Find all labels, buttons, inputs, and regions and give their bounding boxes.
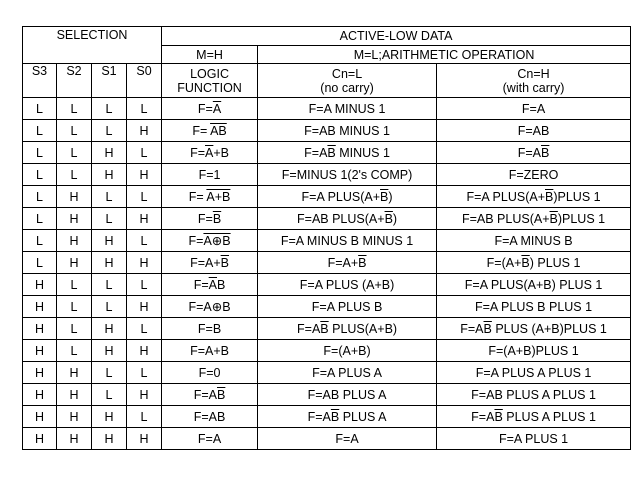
s3-cell: L (23, 142, 57, 164)
with-carry-cell (437, 164, 631, 186)
formula-text: F= (188, 189, 207, 204)
s3-cell: L (23, 98, 57, 120)
table-row (23, 296, 631, 318)
formula-text: ) (388, 189, 393, 204)
formula-text: F=(A+ (486, 255, 522, 270)
s1-cell: L (92, 296, 127, 318)
logic-function-cell (162, 164, 258, 186)
s3-cell: L (23, 120, 57, 142)
s2-cell: L (57, 142, 92, 164)
s1-cell: H (92, 142, 127, 164)
no-carry-cell (258, 428, 437, 450)
overlined-term: $\overline{B}$ (358, 255, 367, 270)
formula-text: F=AB PLUS(A+ (297, 211, 385, 226)
logic-function-cell (162, 186, 258, 208)
formula-text: F=B (197, 321, 222, 336)
s0-header: S0 (127, 64, 162, 98)
overlined-term: $\overline{A}$ (205, 145, 214, 160)
logic-function-cell (162, 340, 258, 362)
s3-header: S3 (23, 64, 57, 98)
logic-function-cell (162, 252, 258, 274)
s1-cell: H (92, 428, 127, 450)
table-row (23, 274, 631, 296)
formula-text: F=(A+B)PLUS 1 (488, 343, 579, 358)
with-carry-cell (437, 252, 631, 274)
overlined-term: $\overline{B}$ (330, 409, 340, 424)
overlined-term: $\overline{B}$ (384, 211, 393, 226)
formula-text: F=A MINUS 1 (308, 101, 386, 116)
logic-function-line-2: FUNCTION (177, 80, 242, 95)
no-carry-cell (258, 186, 437, 208)
logic-function-line-1: LOGIC (190, 66, 229, 81)
table-row (23, 362, 631, 384)
overlined-term: $\overline{B}$ (327, 145, 336, 160)
s3-cell: L (23, 208, 57, 230)
no-carry-label: (no carry) (320, 80, 374, 95)
no-carry-cell (258, 274, 437, 296)
alu-function-table (22, 26, 631, 450)
with-carry-cell (437, 406, 631, 428)
with-carry-cell (437, 340, 631, 362)
no-carry-cell (258, 208, 437, 230)
formula-text: F=AB (193, 409, 226, 424)
formula-text: F=A PLUS(A+ (466, 189, 545, 204)
formula-text: F= (197, 101, 213, 116)
logic-function-cell (162, 318, 258, 340)
formula-text: F=ZERO (508, 167, 559, 182)
logic-function-cell (162, 428, 258, 450)
with-carry-cell (437, 230, 631, 252)
s0-cell: L (127, 406, 162, 428)
formula-text: F=0 (198, 365, 221, 380)
formula-text: )PLUS 1 (553, 189, 601, 204)
overlined-term: $\overline{AB}$ (210, 123, 227, 138)
with-carry-header (437, 64, 631, 98)
s2-cell: L (57, 164, 92, 186)
no-carry-cell (258, 318, 437, 340)
s3-cell: H (23, 340, 57, 362)
selection-header: SELECTION (23, 27, 162, 64)
formula-text: F=A+ (190, 255, 221, 270)
s1-cell: H (92, 318, 127, 340)
table-row (23, 318, 631, 340)
s0-cell: H (127, 252, 162, 274)
s1-cell: H (92, 340, 127, 362)
formula-text: F=A PLUS 1 (498, 431, 569, 446)
formula-text: F= (190, 145, 206, 160)
s0-cell: L (127, 98, 162, 120)
active-low-data-header: ACTIVE-LOW DATA (162, 27, 631, 46)
formula-text: F=A (197, 431, 222, 446)
formula-text: B (217, 277, 226, 292)
s3-cell: L (23, 164, 57, 186)
overlined-term: A+B (206, 189, 231, 204)
s2-cell: H (57, 186, 92, 208)
formula-text: F=A PLUS A (312, 365, 382, 380)
no-carry-cell (258, 406, 437, 428)
s0-cell: H (127, 428, 162, 450)
table-row (23, 406, 631, 428)
with-carry-cell (437, 142, 631, 164)
formula-text: F=A (521, 101, 546, 116)
overlined-term: $\overline{B}$ (483, 321, 492, 336)
no-carry-cell (258, 120, 437, 142)
formula-text: F=A (471, 409, 495, 424)
s3-cell: H (23, 406, 57, 428)
s3-cell: H (23, 428, 57, 450)
with-carry-cell (437, 274, 631, 296)
overlined-term: $\overline{B}$ (541, 145, 550, 160)
s3-cell: H (23, 362, 57, 384)
formula-text: F=A MINUS B MINUS 1 (280, 233, 414, 248)
formula-text: F=A MINUS B (494, 233, 573, 248)
no-carry-cell (258, 252, 437, 274)
mode-arithmetic-header: M=L;ARITHMETIC OPERATION (258, 46, 631, 64)
formula-text: MINUS 1 (335, 145, 390, 160)
formula-text: F=MINUS 1(2's COMP) (281, 167, 413, 182)
overlined-term: $\overline{B}$ (494, 409, 503, 424)
s1-cell: H (92, 406, 127, 428)
formula-text: +B (213, 145, 229, 160)
formula-text: F=A+B (190, 343, 229, 358)
overlined-term: $\overline{A}$ (208, 277, 218, 292)
no-carry-cell (258, 362, 437, 384)
formula-text: F=A⊕B (188, 299, 231, 314)
formula-text: PLUS A (339, 409, 387, 424)
s2-header: S2 (57, 64, 92, 98)
formula-text: F=A PLUS(A+ (301, 189, 381, 204)
s0-cell: L (127, 230, 162, 252)
s2-cell: H (57, 362, 92, 384)
logic-function-header (162, 64, 258, 98)
formula-text: F=A+ (327, 255, 359, 270)
logic-function-cell (162, 274, 258, 296)
with-carry-cell (437, 186, 631, 208)
logic-function-cell (162, 98, 258, 120)
s0-cell: H (127, 120, 162, 142)
overlined-term: $\overline{B}$ (320, 321, 329, 336)
cn-low-label: Cn=L (331, 66, 363, 81)
s1-header: S1 (92, 64, 127, 98)
s2-cell: L (57, 340, 92, 362)
formula-text: F=A PLUS A PLUS 1 (475, 365, 592, 380)
formula-text: ) PLUS 1 (529, 255, 581, 270)
formula-text: )PLUS 1 (557, 211, 606, 226)
s2-cell: L (57, 120, 92, 142)
formula-text: F=A (307, 409, 331, 424)
s2-cell: L (57, 318, 92, 340)
s1-cell: L (92, 186, 127, 208)
formula-text: F=AB (517, 123, 550, 138)
formula-text: F=A PLUS B PLUS 1 (475, 299, 593, 314)
table-row (23, 340, 631, 362)
s3-cell: L (23, 186, 57, 208)
formula-text: F=AB MINUS 1 (304, 123, 390, 138)
formula-text: F=1 (198, 167, 221, 182)
formula-text: F= (192, 123, 211, 138)
s1-cell: H (92, 252, 127, 274)
s0-cell: H (127, 296, 162, 318)
with-carry-cell (437, 208, 631, 230)
s3-cell: L (23, 230, 57, 252)
s3-cell: H (23, 296, 57, 318)
table-row (23, 230, 631, 252)
s1-cell: H (92, 164, 127, 186)
table-row (23, 98, 631, 120)
formula-text: F=A (304, 145, 328, 160)
overlined-term: $\overline{B}$ (217, 387, 226, 402)
formula-text: F=A (193, 387, 218, 402)
formula-text: F=A (335, 431, 359, 446)
table-row (23, 384, 631, 406)
overlined-term: $\overline{B}$ (380, 189, 389, 204)
formula-text: F= (193, 277, 209, 292)
with-carry-cell (437, 296, 631, 318)
overlined-term: $\overline{A}$ (212, 101, 222, 116)
s2-cell: L (57, 274, 92, 296)
overlined-term: $\overline{B}$ (545, 189, 554, 204)
table-body (23, 98, 631, 450)
overlined-term: $\overline{B}$ (220, 255, 229, 270)
s1-cell: L (92, 208, 127, 230)
formula-text: PLUS A PLUS 1 (502, 409, 596, 424)
table-row (23, 252, 631, 274)
no-carry-cell (258, 340, 437, 362)
s1-cell: H (92, 230, 127, 252)
logic-function-cell (162, 208, 258, 230)
s3-cell: H (23, 274, 57, 296)
formula-text: F=AB PLUS A (307, 387, 387, 402)
with-carry-cell (437, 98, 631, 120)
table-row (23, 428, 631, 450)
formula-text: F=AB PLUS A PLUS 1 (471, 387, 596, 402)
s2-cell: H (57, 252, 92, 274)
with-carry-cell (437, 362, 631, 384)
mode-logic-header: M=H (162, 46, 258, 64)
table-row (23, 208, 631, 230)
s1-cell: L (92, 384, 127, 406)
s2-cell: H (57, 406, 92, 428)
no-carry-cell (258, 164, 437, 186)
s1-cell: L (92, 120, 127, 142)
formula-text: F=A (517, 145, 542, 160)
with-carry-cell (437, 428, 631, 450)
overlined-term: A⊕B (203, 233, 231, 248)
formula-text: ) (392, 211, 398, 226)
s3-cell: L (23, 252, 57, 274)
formula-text: F=AB PLUS(A+ (461, 211, 550, 226)
with-carry-cell (437, 318, 631, 340)
s0-cell: L (127, 186, 162, 208)
table-row (23, 164, 631, 186)
s1-cell: L (92, 98, 127, 120)
s0-cell: L (127, 142, 162, 164)
formula-text: F=A (297, 321, 321, 336)
overlined-term: $\overline{B}$ (521, 255, 530, 270)
with-carry-cell (437, 120, 631, 142)
logic-function-cell (162, 406, 258, 428)
logic-function-cell (162, 384, 258, 406)
table-row (23, 142, 631, 164)
s0-cell: L (127, 318, 162, 340)
s2-cell: L (57, 296, 92, 318)
logic-function-cell (162, 120, 258, 142)
formula-text: F=A PLUS B (311, 299, 383, 314)
formula-text: PLUS(A+B) (328, 321, 398, 336)
logic-function-cell (162, 230, 258, 252)
table-row (23, 186, 631, 208)
formula-text: F=A (460, 321, 484, 336)
s0-cell: H (127, 164, 162, 186)
with-carry-cell (437, 384, 631, 406)
no-carry-cell (258, 230, 437, 252)
no-carry-cell (258, 296, 437, 318)
s1-cell: L (92, 362, 127, 384)
s3-cell: H (23, 384, 57, 406)
logic-function-cell (162, 362, 258, 384)
formula-text: F=A PLUS (A+B) (299, 277, 395, 292)
s2-cell: H (57, 384, 92, 406)
s0-cell: L (127, 274, 162, 296)
overlined-term: $\overline{B}$ (212, 211, 222, 226)
no-carry-header (258, 64, 437, 98)
formula-text: F= (197, 211, 213, 226)
overlined-term: $\overline{B}$ (549, 211, 558, 226)
s2-cell: H (57, 230, 92, 252)
formula-text: F= (188, 233, 204, 248)
s0-cell: H (127, 208, 162, 230)
formula-text: F=(A+B) (323, 343, 371, 358)
with-carry-label: (with carry) (502, 80, 565, 95)
table-row (23, 120, 631, 142)
no-carry-cell (258, 142, 437, 164)
s2-cell: H (57, 428, 92, 450)
no-carry-cell (258, 98, 437, 120)
s2-cell: L (57, 98, 92, 120)
logic-function-cell (162, 296, 258, 318)
formula-text: F=A PLUS(A+B) PLUS 1 (464, 277, 603, 292)
s2-cell: H (57, 208, 92, 230)
s1-cell: L (92, 274, 127, 296)
s0-cell: H (127, 340, 162, 362)
s0-cell: L (127, 362, 162, 384)
s0-cell: H (127, 384, 162, 406)
no-carry-cell (258, 384, 437, 406)
s3-cell: H (23, 318, 57, 340)
formula-text: PLUS (A+B)PLUS 1 (491, 321, 607, 336)
cn-high-label: Cn=H (517, 66, 550, 81)
logic-function-cell (162, 142, 258, 164)
